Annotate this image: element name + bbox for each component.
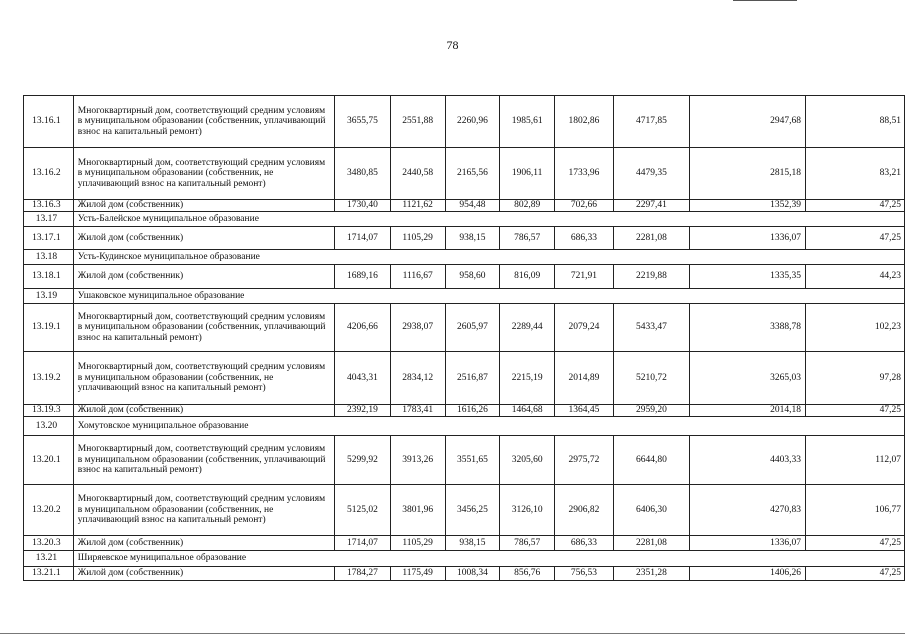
value-cell: 83,21: [805, 148, 904, 200]
row-number: 13.21.1: [24, 567, 74, 581]
value-cell: 1784,27: [335, 567, 391, 581]
value-cell: 958,60: [445, 265, 500, 289]
value-cell: 2815,18: [690, 148, 806, 200]
table-row: [24, 148, 905, 200]
value-cell: 686,33: [555, 227, 614, 250]
value-cell: 1121,62: [390, 200, 445, 212]
row-number: 13.20.2: [24, 485, 74, 536]
value-cell: 1733,96: [555, 148, 614, 200]
value-cell: 5125,02: [335, 485, 391, 536]
value-cell: 6406,30: [613, 485, 689, 536]
row-number: 13.21: [24, 551, 74, 567]
row-description: Жилой дом (собственник): [73, 200, 334, 212]
value-cell: 4479,35: [613, 148, 689, 200]
row-description: Жилой дом (собственник): [73, 536, 334, 551]
row-description: Многоквартирный дом, соответствующий средним условиям в муниципальном образовании (собственник, уплачивающий взнос на капитальный ремонт): [73, 436, 334, 485]
value-cell: 3551,65: [445, 436, 500, 485]
value-cell: 938,15: [445, 227, 500, 250]
value-cell: 816,09: [500, 265, 555, 289]
value-cell: 112,07: [805, 436, 904, 485]
value-cell: 47,25: [805, 536, 904, 551]
row-number: 13.17: [24, 212, 74, 227]
value-cell: 44,23: [805, 265, 904, 289]
value-cell: 2392,19: [335, 405, 391, 417]
value-cell: 3480,85: [335, 148, 391, 200]
value-cell: 1336,07: [690, 227, 806, 250]
row-number: 13.19.1: [24, 304, 74, 352]
value-cell: 1116,67: [390, 265, 445, 289]
section-title: Усть-Балейское муниципальное образование: [73, 212, 904, 227]
value-cell: 2975,72: [555, 436, 614, 485]
table-row: [24, 536, 905, 551]
value-cell: 47,25: [805, 227, 904, 250]
value-cell: 88,51: [805, 96, 904, 148]
page-number: 78: [446, 38, 459, 52]
section-title: Ширяевское муниципальное образование: [73, 551, 904, 567]
value-cell: 1714,07: [335, 227, 391, 250]
value-cell: 5210,72: [613, 352, 689, 405]
value-cell: 954,48: [445, 200, 500, 212]
tariff-table: [23, 95, 905, 581]
value-cell: 3913,26: [390, 436, 445, 485]
section-title: Хомутовское муниципальное образование: [73, 417, 904, 436]
value-cell: 2959,20: [613, 405, 689, 417]
value-cell: 2351,28: [613, 567, 689, 581]
value-cell: 2440,58: [390, 148, 445, 200]
value-cell: 2079,24: [555, 304, 614, 352]
value-cell: 1105,29: [390, 536, 445, 551]
value-cell: 938,15: [445, 536, 500, 551]
value-cell: 2297,41: [613, 200, 689, 212]
value-cell: 102,23: [805, 304, 904, 352]
value-cell: 1352,39: [690, 200, 806, 212]
value-cell: 4270,83: [690, 485, 806, 536]
value-cell: 4403,33: [690, 436, 806, 485]
value-cell: 2260,96: [445, 96, 500, 148]
value-cell: 702,66: [555, 200, 614, 212]
row-description: Жилой дом (собственник): [73, 567, 334, 581]
row-number: 13.18.1: [24, 265, 74, 289]
row-number: 13.16.3: [24, 200, 74, 212]
value-cell: 4043,31: [335, 352, 391, 405]
value-cell: 106,77: [805, 485, 904, 536]
table-row: [24, 265, 905, 289]
value-cell: 1336,07: [690, 536, 806, 551]
row-number: 13.19: [24, 289, 74, 304]
value-cell: 2289,44: [500, 304, 555, 352]
table-row: [24, 485, 905, 536]
row-number: 13.20.1: [24, 436, 74, 485]
table-row: [24, 436, 905, 485]
value-cell: 4717,85: [613, 96, 689, 148]
row-number: 13.19.2: [24, 352, 74, 405]
value-cell: 1406,26: [690, 567, 806, 581]
value-cell: 4206,66: [335, 304, 391, 352]
value-cell: 1616,26: [445, 405, 500, 417]
value-cell: 1105,29: [390, 227, 445, 250]
value-cell: 1335,35: [690, 265, 806, 289]
value-cell: 6644,80: [613, 436, 689, 485]
value-cell: 3655,75: [335, 96, 391, 148]
section-row: [24, 212, 905, 227]
table-row: [24, 227, 905, 250]
row-number: 13.19.3: [24, 405, 74, 417]
row-number: 13.17.1: [24, 227, 74, 250]
value-cell: 5433,47: [613, 304, 689, 352]
table-row: [24, 304, 905, 352]
value-cell: 686,33: [555, 536, 614, 551]
value-cell: 2014,89: [555, 352, 614, 405]
value-cell: 756,53: [555, 567, 614, 581]
section-title: Ушаковское муниципальное образование: [73, 289, 904, 304]
value-cell: 2215,19: [500, 352, 555, 405]
section-row: [24, 551, 905, 567]
value-cell: 1364,45: [555, 405, 614, 417]
value-cell: 2516,87: [445, 352, 500, 405]
value-cell: 97,28: [805, 352, 904, 405]
row-description: Многоквартирный дом, соответствующий средним условиям в муниципальном образовании (собственник, уплачивающий взнос на капитальный ремонт): [73, 304, 334, 352]
table-row: [24, 352, 905, 405]
value-cell: 5299,92: [335, 436, 391, 485]
value-cell: 1175,49: [390, 567, 445, 581]
value-cell: 47,25: [805, 405, 904, 417]
value-cell: 786,57: [500, 536, 555, 551]
value-cell: 721,91: [555, 265, 614, 289]
section-title: Усть-Кудинское муниципальное образование: [73, 250, 904, 265]
value-cell: 1464,68: [500, 405, 555, 417]
row-description: Жилой дом (собственник): [73, 265, 334, 289]
section-row: [24, 250, 905, 265]
section-row: [24, 417, 905, 436]
row-number: 13.20.3: [24, 536, 74, 551]
value-cell: 1008,34: [445, 567, 500, 581]
row-description: Многоквартирный дом, соответствующий средним условиям в муниципальном образовании (собственник, уплачивающий взнос на капитальный ремонт): [73, 96, 334, 148]
header-rule: [733, 0, 797, 1]
row-description: Многоквартирный дом, соответствующий средним условиям в муниципальном образовании (собственник, не уплачивающий взнос на капитальный ремонт): [73, 352, 334, 405]
value-cell: 3265,03: [690, 352, 806, 405]
row-number: 13.16.2: [24, 148, 74, 200]
table-row: [24, 567, 905, 581]
value-cell: 3205,60: [500, 436, 555, 485]
section-row: [24, 289, 905, 304]
table-row: [24, 405, 905, 417]
row-description: Многоквартирный дом, соответствующий средним условиям в муниципальном образовании (собственник, не уплачивающий взнос на капитальный ремонт): [73, 485, 334, 536]
value-cell: 2947,68: [690, 96, 806, 148]
row-description: Жилой дом (собственник): [73, 227, 334, 250]
row-description: Жилой дом (собственник): [73, 405, 334, 417]
value-cell: 2938,07: [390, 304, 445, 352]
value-cell: 1730,40: [335, 200, 391, 212]
value-cell: 1714,07: [335, 536, 391, 551]
table-body: [24, 96, 905, 581]
value-cell: 2014,18: [690, 405, 806, 417]
table-row: [24, 96, 905, 148]
value-cell: 2165,56: [445, 148, 500, 200]
value-cell: 786,57: [500, 227, 555, 250]
value-cell: 1689,16: [335, 265, 391, 289]
value-cell: 3456,25: [445, 485, 500, 536]
value-cell: 1985,61: [500, 96, 555, 148]
row-description: Многоквартирный дом, соответствующий средним условиям в муниципальном образовании (собственник, не уплачивающий взнос на капитальный ремонт): [73, 148, 334, 200]
value-cell: 1906,11: [500, 148, 555, 200]
value-cell: 2281,08: [613, 227, 689, 250]
value-cell: 1802,86: [555, 96, 614, 148]
row-number: 13.16.1: [24, 96, 74, 148]
value-cell: 1783,41: [390, 405, 445, 417]
value-cell: 2551,88: [390, 96, 445, 148]
value-cell: 2281,08: [613, 536, 689, 551]
value-cell: 856,76: [500, 567, 555, 581]
value-cell: 47,25: [805, 200, 904, 212]
value-cell: 802,89: [500, 200, 555, 212]
table-row: [24, 200, 905, 212]
value-cell: 3801,96: [390, 485, 445, 536]
value-cell: 2219,88: [613, 265, 689, 289]
row-number: 13.18: [24, 250, 74, 265]
value-cell: 3126,10: [500, 485, 555, 536]
row-number: 13.20: [24, 417, 74, 436]
value-cell: 3388,78: [690, 304, 806, 352]
value-cell: 2834,12: [390, 352, 445, 405]
footer-rule: [0, 633, 905, 634]
value-cell: 2605,97: [445, 304, 500, 352]
value-cell: 47,25: [805, 567, 904, 581]
value-cell: 2906,82: [555, 485, 614, 536]
